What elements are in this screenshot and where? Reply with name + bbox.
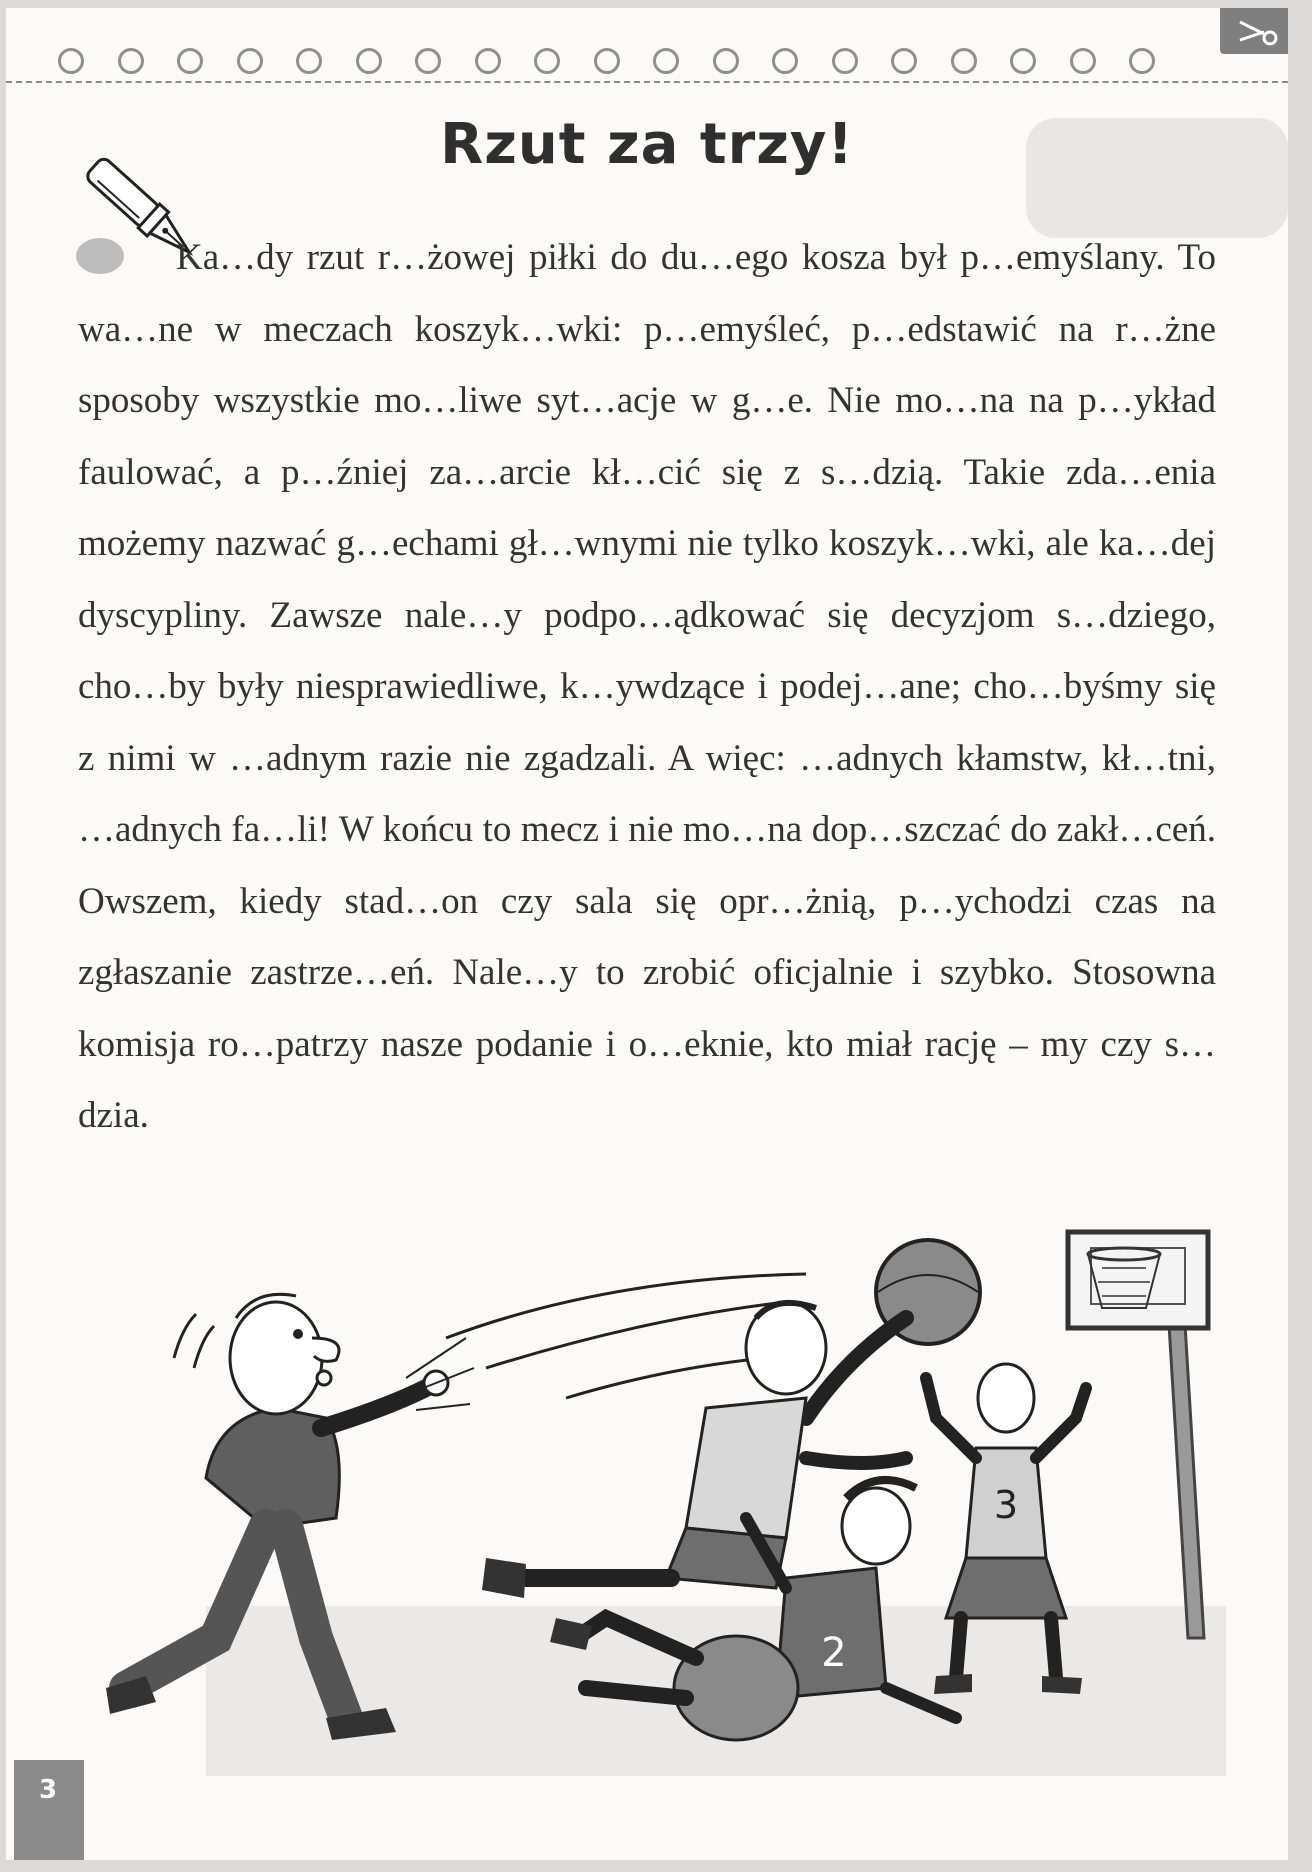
workbook-page [6, 8, 1288, 1860]
basketball-illustration [86, 1218, 1246, 1782]
jersey-number-3: 3 [993, 1483, 1019, 1527]
spiral-ring [1070, 48, 1096, 74]
spiral-ring [713, 48, 739, 74]
spiral-ring [58, 48, 84, 74]
spiral-ring [356, 48, 382, 74]
spiral-ring [594, 48, 620, 74]
spiral-ring [475, 48, 501, 74]
story-text: Ka…dy rzut r…żowej piłki do du…ego kosza był p…emyślany. To wa…ne w meczach koszyk…wki: p…emyśleć, p…edstawić na r…żne sposoby wszystkie mo…liwe syt…acje w g…e. Nie mo…na na p…ykład faulować, a p…źniej za…arcie kł…cić się z s…dzią. Takie zda…enia możemy nazwać g…echami gł…wnymi nie tylko koszyk…wki, ale ka…dej dyscypliny. Zawsze nale…y podpo…ądkować się decyzjom s…dziego, cho…by były niesprawiedliwe, k…ywdzące i podej…ane; cho…byśmy się z nimi w …adnym razie nie zgadzali. A więc: …adnych kłamstw, kł…tni, …adnych fa…li! W końcu to mecz i nie mo…na dop…szczać do zakł…ceń. Owszem, kiedy stad…on czy sala się opr…żnią, p…ychodzi czas na zgłaszanie zastrze…eń. Nale…y to zrobić oficjalnie i szybko. Stosowna komisja ro…patrzy nasze podanie i o…eknie, kto miał rację – my czy s…dzia. [78, 237, 1216, 1136]
spiral-binding-line [6, 81, 1288, 83]
basketball-hoop [1068, 1232, 1208, 1638]
scissors-icon [1220, 8, 1288, 54]
spiral-ring [1129, 48, 1155, 74]
page-title: Rzut za trzy! [440, 112, 854, 177]
spiral-ring [296, 48, 322, 74]
jersey-number-2: 2 [821, 1630, 847, 1676]
spiral-ring [118, 48, 144, 74]
page-number: 3 [38, 1775, 58, 1805]
spiral-ring [1010, 48, 1036, 74]
spiral-ring [415, 48, 441, 74]
spiral-ring [177, 48, 203, 74]
spiral-ring [237, 48, 263, 74]
spiral-ring [891, 48, 917, 74]
spiral-ring [534, 48, 560, 74]
spiral-ring [653, 48, 679, 74]
scissors-tab [1220, 8, 1288, 54]
spiral-ring [772, 48, 798, 74]
spiral-ring [951, 48, 977, 74]
spiral-ring [832, 48, 858, 74]
